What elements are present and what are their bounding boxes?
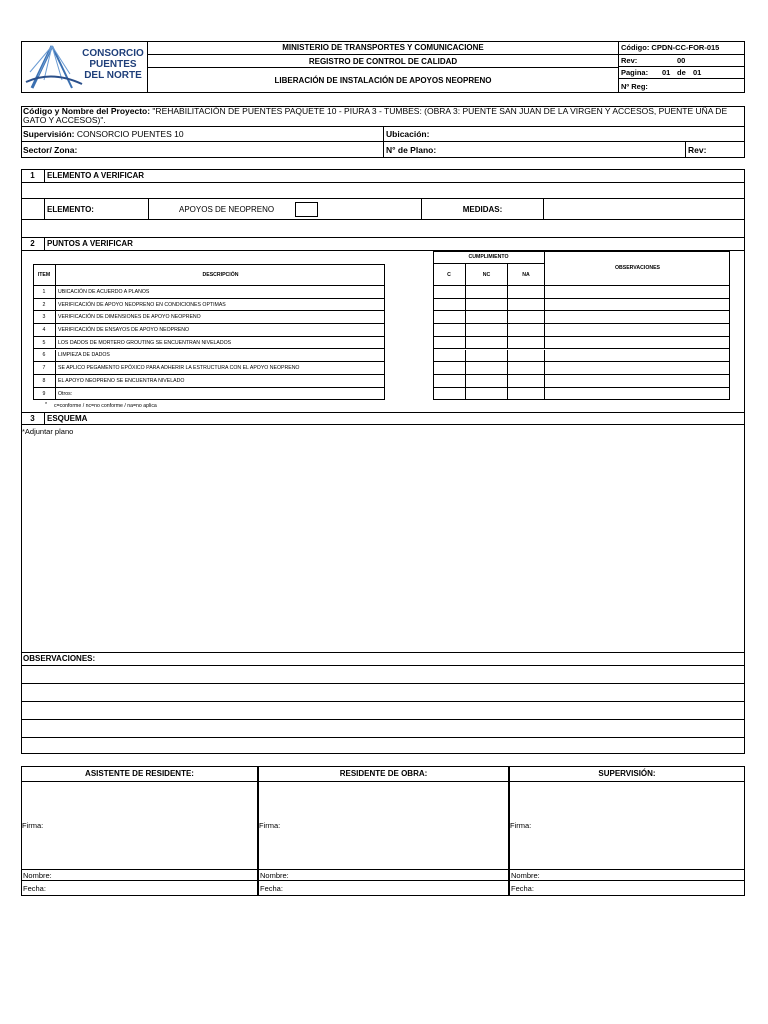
supervision-cell bbox=[21, 127, 384, 142]
project-code-label: Código y Nombre del Proyecto: bbox=[23, 106, 151, 116]
signature-nombre-field[interactable]: Nombre: bbox=[509, 869, 745, 881]
col-header-observaciones bbox=[545, 251, 730, 286]
col-c-text: C bbox=[447, 271, 451, 278]
ubicacion-label: Ubicación: bbox=[386, 129, 430, 139]
medidas-label-cell bbox=[422, 199, 544, 220]
section1-num-text: 1 bbox=[30, 171, 35, 180]
footnote-star-text: * bbox=[45, 402, 48, 408]
checklist-item-description: VERIFICACIÓN DE DIMENSIONES DE APOYO NEOPRENO bbox=[56, 311, 385, 324]
c-checkbox[interactable] bbox=[433, 375, 466, 388]
project-rev-label: Rev: bbox=[688, 145, 707, 155]
signature-firma-label: Firma: bbox=[22, 821, 44, 830]
section2-title-text: PUNTOS A VERIFICAR bbox=[47, 239, 133, 248]
checklist-item-description: EL APOYO NEOPRENO SE ENCUENTRA NIVELADO bbox=[56, 375, 385, 388]
pagina-num: 01 bbox=[662, 68, 671, 77]
section1-spacer-row bbox=[21, 183, 745, 199]
c-checkbox[interactable] bbox=[433, 362, 466, 375]
observaciones-line-3[interactable] bbox=[21, 701, 745, 719]
pagina-label: Pagina: bbox=[621, 68, 649, 77]
form-title-cell bbox=[147, 68, 619, 93]
rev-value: 00 bbox=[677, 56, 686, 65]
section2-number bbox=[21, 237, 45, 251]
nc-checkbox[interactable] bbox=[466, 311, 508, 324]
nc-checkbox[interactable] bbox=[466, 388, 508, 401]
na-checkbox[interactable] bbox=[508, 350, 545, 363]
signature-title: ASISTENTE DE RESIDENTE: bbox=[21, 766, 258, 782]
section2-num-text: 2 bbox=[30, 239, 35, 248]
plano-label: N° de Plano: bbox=[386, 145, 437, 155]
nc-checkbox[interactable] bbox=[466, 375, 508, 388]
checklist-item-number: 1 bbox=[33, 286, 56, 299]
na-checkbox[interactable] bbox=[508, 388, 545, 401]
checklist-item-description: UBICACIÓN DE ACUERDO A PLANOS bbox=[56, 286, 385, 299]
observation-field[interactable] bbox=[545, 375, 730, 388]
pagina-total: 01 bbox=[693, 68, 702, 77]
nc-checkbox[interactable] bbox=[466, 286, 508, 299]
logo-line-1: CONSORCIO bbox=[82, 48, 144, 59]
medidas-label: MEDIDAS: bbox=[462, 205, 503, 214]
footnote-text: c=conforme / nc=no conforme / na=no aplica bbox=[54, 403, 157, 409]
section2-title bbox=[45, 237, 745, 251]
na-checkbox[interactable] bbox=[508, 311, 545, 324]
observation-field[interactable] bbox=[545, 350, 730, 363]
checklist-item-number: 6 bbox=[33, 350, 56, 363]
observaciones-line-2[interactable] bbox=[21, 683, 745, 701]
col-header-desc bbox=[56, 264, 385, 286]
supervision-value: CONSORCIO PUENTES 10 bbox=[74, 129, 184, 139]
observation-field[interactable] bbox=[545, 388, 730, 401]
col-na-text: NA bbox=[522, 271, 530, 278]
c-checkbox[interactable] bbox=[433, 337, 466, 350]
checklist-item-description: Otros: bbox=[58, 390, 73, 397]
esquema-note bbox=[22, 427, 73, 436]
checklist-item-description: VERIFICACIÓN DE APOYO NEOPRENO EN CONDICIONES OPTIMAS bbox=[56, 299, 385, 312]
signature-title: SUPERVISIÓN: bbox=[509, 766, 745, 782]
col-nc-text: NC bbox=[482, 271, 491, 278]
checklist-item-number: 8 bbox=[33, 375, 56, 388]
na-checkbox[interactable] bbox=[508, 324, 545, 337]
nc-checkbox[interactable] bbox=[466, 362, 508, 375]
registry-title: REGISTRO DE CONTROL DE CALIDAD bbox=[308, 56, 458, 66]
sector-cell bbox=[21, 142, 384, 158]
col-header-na bbox=[508, 264, 545, 286]
elemento-label: ELEMENTO: bbox=[47, 205, 94, 214]
signature-field[interactable] bbox=[509, 783, 745, 869]
elemento-checkbox[interactable] bbox=[295, 202, 318, 217]
rev-label: Rev: bbox=[621, 56, 638, 65]
c-checkbox[interactable] bbox=[433, 388, 466, 401]
col-cumplimiento-text: CUMPLIMIENTO bbox=[468, 254, 509, 260]
section1-title bbox=[45, 169, 745, 183]
elemento-value-cell bbox=[149, 199, 422, 220]
na-checkbox[interactable] bbox=[508, 299, 545, 312]
section3-num-text: 3 bbox=[30, 413, 35, 423]
ministry-cell bbox=[147, 41, 619, 55]
na-checkbox[interactable] bbox=[508, 362, 545, 375]
observation-field[interactable] bbox=[545, 299, 730, 312]
observaciones-label bbox=[21, 652, 745, 665]
plano-cell bbox=[384, 142, 686, 158]
c-checkbox[interactable] bbox=[433, 324, 466, 337]
c-checkbox[interactable] bbox=[433, 299, 466, 312]
checklist-item-description: VERIFICACIÓN DE ENSAYOS DE APOYO NEOPRENO bbox=[56, 324, 385, 337]
col-header-nc bbox=[466, 264, 508, 286]
na-checkbox[interactable] bbox=[508, 286, 545, 299]
col-header-item bbox=[33, 264, 56, 286]
footnote-star bbox=[45, 402, 47, 408]
c-checkbox[interactable] bbox=[433, 350, 466, 363]
nreg-label: Nº Reg: bbox=[621, 81, 648, 91]
observaciones-line-4[interactable] bbox=[21, 719, 745, 737]
signature-fecha-field[interactable]: Fecha: bbox=[23, 883, 46, 893]
checklist-item-description: LOS DADOS DE MORTERO GROUTING SE ENCUENTRAN NIVELADOS bbox=[56, 337, 385, 350]
project-code-value: "REHABILITACIÓN DE PUENTES PAQUETE 10 - PIURA 3 - TUMBES: (OBRA 3: PUENTE SAN JUAN DE LA VIRGEN Y ACCESOS, PUENTE UÑA DE GATO Y ACCESOS)". bbox=[23, 106, 728, 125]
observaciones-line-1[interactable] bbox=[21, 665, 745, 683]
c-checkbox[interactable] bbox=[433, 311, 466, 324]
section3-title-text: ESQUEMA bbox=[47, 413, 88, 423]
observation-field[interactable] bbox=[545, 324, 730, 337]
project-name-cell bbox=[21, 106, 745, 127]
signature-fecha-field[interactable]: Fecha: bbox=[260, 883, 283, 893]
nc-checkbox[interactable] bbox=[466, 299, 508, 312]
esquema-note-text: *Adjuntar plano bbox=[22, 427, 74, 436]
pagina-de: de bbox=[677, 68, 686, 77]
signature-fecha-field[interactable]: Fecha: bbox=[511, 883, 534, 893]
codigo-text: Código: CPDN-CC-FOR-015 bbox=[621, 43, 720, 52]
logo-line-3: DEL NORTE bbox=[84, 70, 142, 81]
section3-number bbox=[21, 412, 45, 425]
col-header-c bbox=[433, 264, 466, 286]
checklist-item-number: 7 bbox=[33, 362, 56, 375]
checklist-item-number: 9 bbox=[33, 388, 56, 401]
project-rev-cell bbox=[686, 142, 745, 158]
ministry-title: MINISTERIO DE TRANSPORTES Y COMUNICACIONE bbox=[282, 43, 484, 52]
checklist-item-number: 2 bbox=[33, 299, 56, 312]
signature-firma-label: Firma: bbox=[259, 821, 281, 830]
section1-title-text: ELEMENTO A VERIFICAR bbox=[47, 171, 145, 180]
company-logo bbox=[22, 42, 146, 92]
registry-cell bbox=[147, 55, 619, 68]
nc-checkbox[interactable] bbox=[466, 324, 508, 337]
elemento-left-divider bbox=[44, 199, 45, 220]
logo-line-2: PUENTES bbox=[89, 59, 137, 70]
observation-field[interactable] bbox=[545, 337, 730, 350]
ubicacion-cell bbox=[384, 127, 745, 142]
col-obs-text: OBSERVACIONES bbox=[614, 265, 661, 271]
section3-title bbox=[45, 412, 745, 425]
supervision-label: Supervisión: bbox=[23, 129, 75, 139]
footnote bbox=[54, 403, 157, 409]
form-title: LIBERACIÓN DE INSTALACIÓN DE APOYOS NEOPRENO bbox=[274, 76, 492, 85]
rev-cell bbox=[619, 55, 745, 67]
checklist-item-description: SE APLICO PEGAMENTO EPÓXICO PARA ADHERIR LA ESTRUCTURA CON EL APOYO NEOPRENO bbox=[56, 362, 385, 375]
c-checkbox[interactable] bbox=[433, 286, 466, 299]
sector-label: Sector/ Zona: bbox=[23, 145, 78, 155]
checklist-item-description: LIMPIEZA DE DADOS bbox=[56, 350, 385, 363]
checklist-item-number: 5 bbox=[33, 337, 56, 350]
na-checkbox[interactable] bbox=[508, 337, 545, 350]
nreg-cell bbox=[619, 79, 745, 93]
checklist-item-number: 3 bbox=[33, 311, 56, 324]
elemento-label-cell bbox=[45, 199, 149, 220]
na-checkbox[interactable] bbox=[508, 375, 545, 388]
observation-field[interactable] bbox=[545, 286, 730, 299]
nc-checkbox[interactable] bbox=[466, 350, 508, 363]
observaciones-label-text: OBSERVACIONES: bbox=[23, 654, 96, 663]
col-header-cumplimiento bbox=[433, 251, 545, 264]
signature-firma-label: Firma: bbox=[510, 821, 532, 830]
signature-nombre-field[interactable]: Nombre: bbox=[21, 869, 258, 881]
medidas-value-input[interactable] bbox=[544, 199, 745, 220]
esquema-drawing-area[interactable] bbox=[22, 438, 744, 652]
section1-number bbox=[21, 169, 45, 183]
col-desc-text: DESCRIPCIÓN bbox=[202, 271, 239, 278]
col-item-text: ITEM bbox=[37, 271, 51, 278]
observation-field[interactable] bbox=[545, 311, 730, 324]
nc-checkbox[interactable] bbox=[466, 337, 508, 350]
signature-field[interactable] bbox=[258, 783, 509, 869]
observaciones-line-5[interactable] bbox=[21, 737, 745, 754]
signature-field[interactable] bbox=[21, 783, 258, 869]
observation-field[interactable] bbox=[545, 362, 730, 375]
signature-title: RESIDENTE DE OBRA: bbox=[258, 766, 509, 782]
checklist-item-number: 4 bbox=[33, 324, 56, 337]
elemento-value: APOYOS DE NEOPRENO bbox=[179, 205, 275, 214]
codigo-cell bbox=[619, 41, 745, 55]
pagina-cell bbox=[619, 67, 745, 79]
signature-nombre-field[interactable]: Nombre: bbox=[258, 869, 509, 881]
